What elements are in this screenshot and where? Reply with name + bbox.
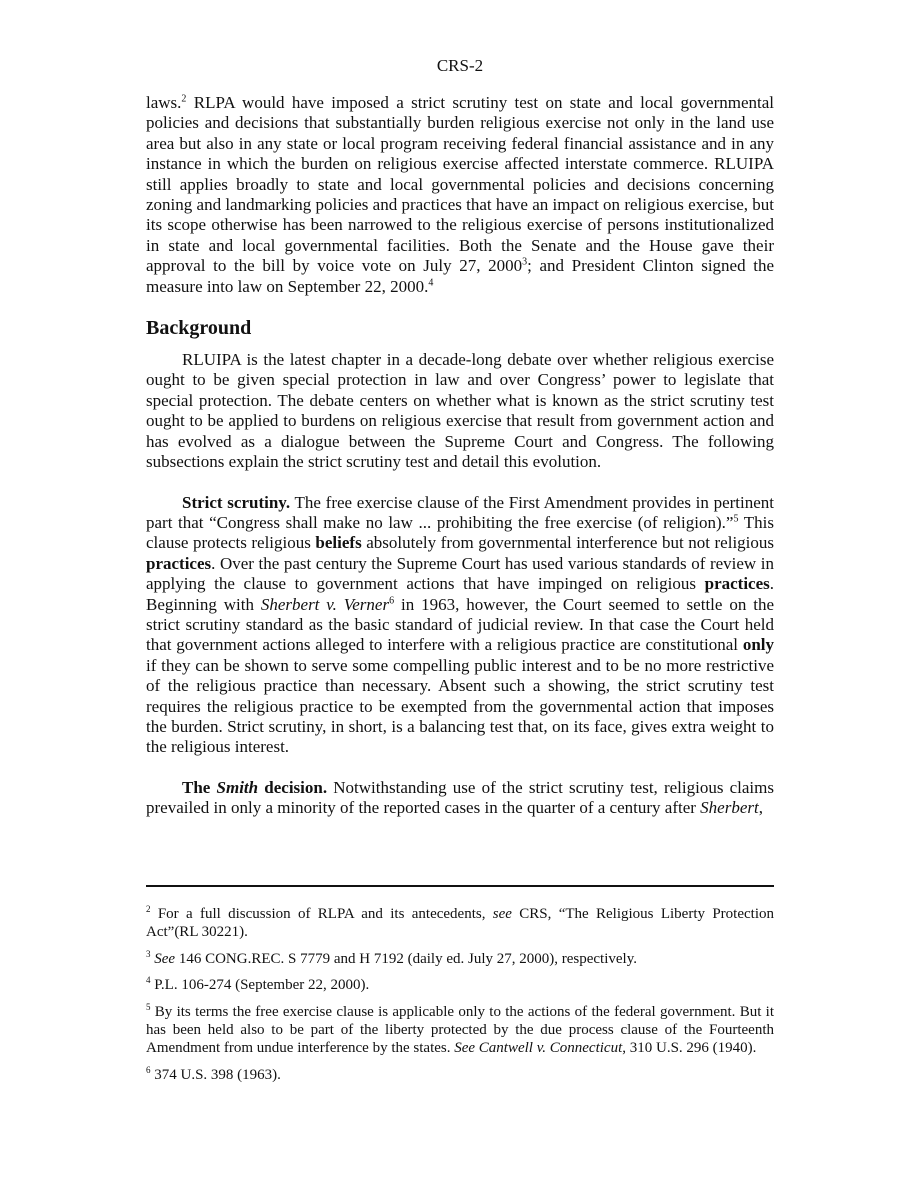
strict-text-7: if they can be shown to serve some compelling public interest and to be no more restrictive of the religious practice than necessary. Absent such a showing, the strict scrutiny test requires the religious practice to be exempted from the governmental action that imposes the burden. Strict scrutiny, in short, is a balancing test that, on its face, gives extra weight to the religious interest. [146, 655, 774, 757]
emphasis-practices-2: practices [704, 574, 770, 594]
intro-text-2: RLPA would have imposed a strict scrutiny test on state and local governmental policies and decisions that substantially burden religious exercise not only in the land use area but also in any state or local program receiving federal financial assistance and in any instance in which the burden on religious exercise affected interstate commerce. RLUIPA still applies broadly to state and local governmental policies and decisions concerning zoning and landmarking policies and practices that have an impact on religious exercise, but its scope otherwise has been narrowed to the religious exercise of persons institutionalized in state and local governmental facilities. Both the Senate and the House gave their approval to the bill by voice vote on July 27, 2000 [146, 93, 774, 276]
strict-scrutiny-lead: Strict scrutiny. [182, 492, 291, 512]
section-heading-background: Background [146, 317, 252, 340]
footnote-2 [146, 905, 774, 942]
strict-text-1: The free exercise clause of the First Amendment provides in pertinent part that “Congress shall make no law ... prohibiting the free exercise (of religion).” [146, 492, 775, 532]
footnote-ref-4: 4 [428, 277, 434, 288]
footnote-2-text-1: For a full discussion of RLPA and its antecedents, [150, 906, 493, 922]
body-text [146, 93, 774, 819]
footnote-2-text-2: CRS, “The Religious Liberty Protection Act”(RL 30221). [146, 906, 774, 941]
footnote-3 [146, 950, 774, 968]
page-header: CRS-2 [436, 56, 484, 75]
strict-text-2: This clause protects religious [146, 512, 774, 553]
footnote-4-number: 4 [146, 975, 151, 986]
footnote-6-number: 6 [146, 1064, 151, 1075]
footnote-5-text-1: By its terms the free exercise clause is applicable only to the actions of the federal government. But it has been held also to be part of the liberty protected by the due process clause of the Fourteenth Amendment from undue interference by the states. [146, 1003, 774, 1057]
footnote-3-text: 146 CONG.REC. S 7779 and H 7192 (daily ed. July 27, 2000), respectively. [175, 950, 637, 967]
footnote-6 [146, 1066, 774, 1084]
smith-lead-b: decision. [258, 777, 328, 797]
footnote-6-text: 374 U.S. 398 (1963). [150, 1066, 281, 1083]
intro-text-3: ; and President Clinton signed the measure into law on September 22, 2000. [146, 256, 775, 296]
footnote-2-see: see [492, 906, 512, 922]
emphasis-practices-1: practices [146, 553, 212, 573]
smith-decision-paragraph [146, 778, 774, 819]
strict-text-5: . Beginning with [146, 574, 774, 614]
emphasis-only: only [742, 635, 774, 655]
footnote-5-text-2: , 310 U.S. 296 (1940). [622, 1040, 757, 1057]
background-paragraph: RLUIPA is the latest chapter in a decade-long debate over whether religious exercise ought to be given special protection in law and over Congress’ power to legislate that special protection. The debate centers on whether what is known as the strict scrutiny test ought to be applied to burdens on religious exercise that result from government action and has evolved as a dialogue between the Supreme Court and Congress. The following subsections explain the strict scrutiny test and detail this evolution. [146, 350, 774, 472]
case-sherbert-verner: Sherbert v. Verner [260, 594, 390, 614]
smith-lead [182, 778, 327, 797]
footnote-3-number: 3 [146, 948, 151, 959]
footnote-4 [146, 976, 774, 994]
footnote-ref-2: 2 [181, 93, 187, 105]
case-sherbert: Sherbert [700, 798, 759, 818]
strict-text-4: . Over the past century the Supreme Court has used various standards of review in applying the clause to government actions that have impinged on religious [146, 553, 774, 594]
footnote-4-text: P.L. 106-274 (September 22, 2000). [150, 977, 370, 994]
footnote-5-case: See Cantwell v. Connecticut [454, 1040, 623, 1057]
footnote-2-number: 2 [146, 904, 151, 914]
footnote-5-number: 5 [146, 1001, 151, 1012]
footnote-5 [146, 1003, 774, 1058]
strict-text-3: absolutely from governmental interference but not religious [361, 533, 775, 553]
footnote-ref-6: 6 [389, 594, 395, 606]
footnotes [146, 905, 774, 1092]
smith-text-2: , [758, 798, 763, 818]
smith-lead-a: The [182, 777, 217, 797]
footnote-ref-3: 3 [522, 256, 528, 268]
intro-paragraph [146, 93, 774, 297]
intro-text-1: laws. [146, 93, 182, 112]
strict-scrutiny-paragraph [146, 493, 774, 758]
footnote-ref-5: 5 [733, 513, 739, 525]
smith-lead-case: Smith [216, 777, 259, 797]
footnote-3-see: See [154, 950, 176, 967]
emphasis-beliefs: beliefs [315, 533, 362, 553]
smith-text-1: Notwithstanding use of the strict scrutiny test, religious claims prevailed in only a minority of the reported cases in the quarter of a century after [146, 777, 774, 818]
strict-text-6: in 1963, however, the Court seemed to settle on the strict scrutiny standard as the basic standard of judicial review. In that case the Court held that government actions alleged to interfere with a religious practice are constitutional [146, 594, 775, 655]
footnote-divider [146, 885, 774, 887]
